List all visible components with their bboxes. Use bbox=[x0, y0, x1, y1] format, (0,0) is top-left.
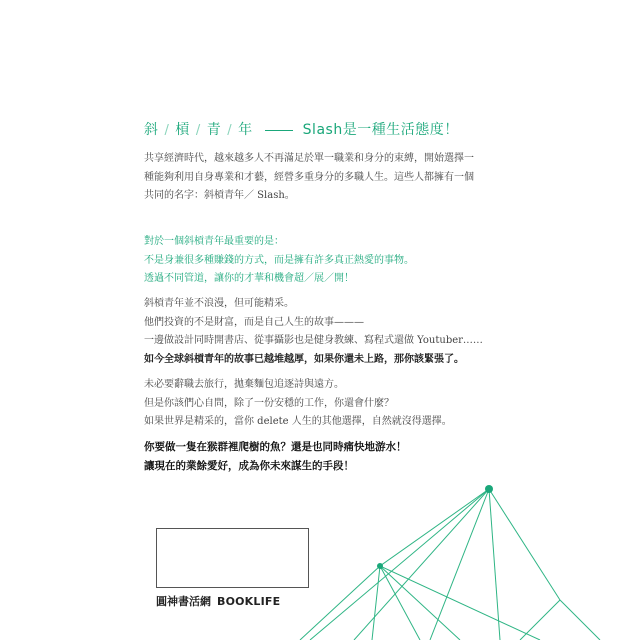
text-line: 你要做一隻在猴群裡爬樹的魚？還是也同時痛快地游水！ bbox=[144, 441, 407, 453]
text-line: 不是身兼很多種賺錢的方式，而是擁有許多真正熱愛的事物。 bbox=[144, 254, 414, 266]
slash-mark: / bbox=[164, 123, 170, 138]
text-line: 共享經濟時代，越來越多人不再滿足於單一職業和身分的束縛，開始選擇一 bbox=[144, 153, 474, 164]
network-node bbox=[377, 563, 383, 569]
headline-char: 斜 bbox=[144, 122, 159, 138]
text-line: 透過不同管道，讓你的才華和機會超／展／開！ bbox=[144, 273, 354, 284]
text-line: 如果世界是精采的，當你 delete 人生的其他選擇，自然就沒得選擇。 bbox=[144, 416, 452, 427]
text-line: 共同的名字：斜槓青年／ Slash。 bbox=[144, 190, 295, 201]
text-line: 他們投資的不是財富，而是自己人生的故事——— bbox=[144, 316, 364, 328]
headline-char: 年 bbox=[238, 122, 253, 138]
highlight-paragraph bbox=[144, 233, 414, 289]
intro-paragraph bbox=[144, 150, 474, 206]
publisher-logo-en: BOOKLIFE bbox=[217, 595, 281, 608]
text-line-bold: 如今全球斜槓青年的故事已越堆越厚，如果你還未上路，那你該緊張了。 bbox=[144, 353, 464, 365]
text-line: 種能夠利用自身專業和才藝，經營多重身分的多職人生。這些人都擁有一個 bbox=[144, 171, 474, 183]
question-paragraph bbox=[144, 376, 452, 432]
barcode-placeholder-box bbox=[156, 528, 309, 588]
text-line: 一邊做設計同時開書店、從事攝影也是健身教練、寫程式還做 Youtuber…… bbox=[144, 335, 483, 346]
headline-char: 青 bbox=[206, 122, 222, 138]
headline bbox=[144, 119, 459, 139]
publisher-logo-zh: 圓神書活網 bbox=[156, 595, 211, 608]
headline-dash bbox=[265, 130, 293, 131]
text-line: 讓現在的業餘愛好，成為你未來謀生的手段！ bbox=[144, 459, 354, 472]
slash-mark: / bbox=[195, 123, 201, 138]
headline-char: 槓 bbox=[175, 122, 190, 138]
publisher-logo bbox=[156, 593, 280, 609]
text-line: 對於一個斜槓青年最重要的是： bbox=[144, 236, 284, 247]
network-node bbox=[485, 485, 493, 493]
closing-paragraph bbox=[144, 438, 407, 475]
text-line: 但是你該們心自問，除了一份安穩的工作，你還會什麼？ bbox=[144, 397, 394, 409]
headline-tagline: Slash是一種生活態度！ bbox=[302, 122, 459, 138]
network-lines bbox=[300, 489, 600, 640]
story-paragraph bbox=[144, 295, 483, 369]
text-line: 斜槓青年並不浪漫，但可能精采。 bbox=[144, 298, 294, 309]
text-line: 未必要辭職去旅行，拋棄麵包追逐詩與遠方。 bbox=[144, 379, 344, 390]
slash-mark: / bbox=[227, 123, 233, 138]
